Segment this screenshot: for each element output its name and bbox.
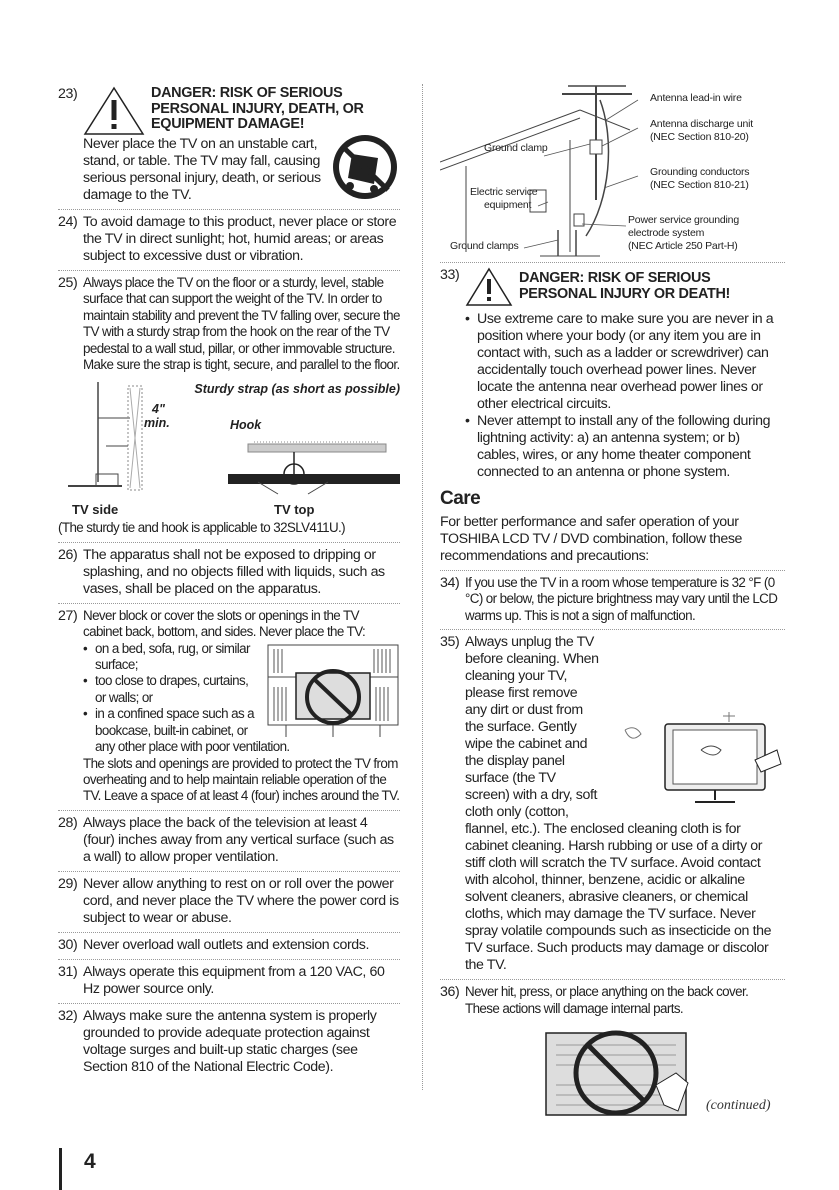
item-24 (58, 209, 400, 270)
item-number: 27) (58, 607, 78, 624)
list-item: • on a bed, sofa, rug, or similar surface; (83, 641, 400, 674)
list-item: • in a confined space such as a bookcase, built-in cabinet, or any other place with poor ventilation. (83, 706, 400, 755)
item-30 (58, 932, 400, 959)
item-number: 35) (440, 634, 460, 651)
item-number: 32) (58, 1007, 78, 1024)
grounding-conductors-label: Grounding conductors (650, 166, 750, 178)
item-35 (440, 629, 785, 979)
item-28 (58, 810, 400, 871)
item-number: 25) (58, 275, 78, 291)
item-text: Never allow anything to rest on or roll over the power cord, and never place the TV where the power cord is subject to wear or abuse. (83, 875, 399, 926)
item-34 (440, 570, 785, 629)
right-column (440, 80, 785, 1130)
item-number: 26) (58, 546, 78, 563)
tipping-cart-warning-icon (330, 132, 400, 202)
item-text: The apparatus shall not be exposed to dripping or splashing, and no objects filled with liquids, such as vases, shall be placed on the apparatus. (83, 546, 385, 597)
power-grounding-label: Power service grounding (628, 214, 739, 226)
danger-heading (465, 267, 785, 307)
tv-strap-diagram (58, 378, 400, 520)
power-grounding-label: electrode system (628, 227, 705, 239)
item-text: Never block or cover the slots or openings in the TV cabinet back, bottom, and sides. Never place the TV: (83, 607, 366, 640)
list-item: • Never attempt to install any of the following during lightning activity: a) an antenna system; or b) cables, wires, or any home theater component connected to an antenna or phone system. (465, 413, 785, 481)
item-number: 29) (58, 875, 78, 892)
antenna-figure (440, 80, 785, 262)
electric-service-label: equipment (484, 199, 532, 211)
item-text: Always place the TV on the floor or a sturdy, level, stable surface that can support the weight of the TV. In order to maintain stability and prevent the TV falling over, secure the TV with a sturdy strap from the hook on the rear of the TV pedestal to a wall stud, pillar, or other immovable structure. Make sure the strap is tight, secure, and parallel to the floor. (83, 275, 400, 373)
tv-top-label: TV top (274, 502, 315, 518)
hook-label: Hook (230, 418, 262, 433)
item-number: 31) (58, 963, 78, 980)
item-text: Never place the TV on an unstable cart, stand, or table. The TV may fall, causing serious personal injury, death, or serious damage to the TV. (83, 136, 321, 203)
item-25 (58, 270, 400, 378)
item-text: To avoid damage to this product, never place or store the TV in direct sunlight; hot, humid areas; or areas subject to excessive dust or vibration. (83, 214, 397, 264)
warning-triangle-icon (83, 86, 145, 136)
item-number: 28) (58, 814, 78, 831)
care-heading: Care (440, 488, 481, 509)
item-33 (440, 262, 785, 486)
power-grounding-article: (NEC Article 250 Part-H) (628, 240, 738, 252)
item-number: 30) (58, 936, 78, 953)
column-divider (422, 84, 423, 1090)
item-text: Never overload wall outlets and extension cords. (83, 936, 369, 953)
ground-clamps-label: Ground clamps (450, 240, 519, 252)
item-number: 36) (440, 984, 460, 1001)
item-23 (58, 84, 400, 209)
strap-figure (58, 378, 400, 520)
item-31 (58, 959, 400, 1003)
grounding-conductors-section: (NEC Section 810-21) (650, 179, 749, 191)
tv-side-label: TV side (72, 502, 119, 518)
antenna-discharge-section: (NEC Section 810-20) (650, 131, 749, 143)
item-29 (58, 871, 400, 932)
item-text: Always place the back of the television at least 4 (four) inches away from any vertical surface (such as a wall) to allow proper ventilation. (83, 814, 394, 865)
danger-heading (83, 86, 400, 136)
item-27 (58, 603, 400, 810)
left-column (58, 84, 400, 1081)
back-cover-warning-icon (536, 1025, 716, 1125)
strap-caption: Sturdy strap (as short as possible) (194, 382, 400, 397)
min-distance-label: 4" (152, 402, 165, 417)
list-item: • too close to drapes, curtains, or walls; or (83, 673, 400, 706)
item-text: If you use the TV in a room whose temperature is 32 °F (0 °C) or below, the picture brightness may vary until the LCD warms up. This is not a sign of malfunction. (465, 575, 778, 623)
item-text: Always make sure the antenna system is properly grounded to provide adequate protection against voltage surges and built-up static charges (see Section 810 of the National Electric Code). (83, 1007, 377, 1075)
item-number: 34) (440, 575, 460, 591)
item-text: Always unplug the TV before cleaning. When cleaning your TV, please first remove any dirt or dust from the surface. Gently wipe the cabinet and the display panel surface (the TV screen) with a dry, soft cloth only (cotton, flannel, etc.). The enclosed cleaning cloth is for cabinet cleaning. Harsh rubbing or use of a dirty or stiff cloth will scratch the TV surface. Avoid contact with alcohol, thinner, benzene, acidic or alkaline solvent cleaners, abrasive cleaners, or chemical cloths, which may damage the TV surface. Never spray volatile compounds such as insecticide on the TV surface. Such products may damage or discolor the TV. (465, 634, 772, 974)
page-number: 4 (84, 1150, 96, 1173)
item-26 (58, 542, 400, 603)
item-text: Never hit, press, or place anything on the back cover. These actions will damage internal parts. (465, 984, 749, 1016)
cleaning-tv-icon (605, 710, 785, 810)
danger-bullets (465, 311, 785, 481)
item-number: 33) (440, 267, 460, 283)
strap-note: (The sturdy tie and hook is applicable to 32SLV411U.) (58, 520, 346, 536)
item-32 (58, 1003, 400, 1081)
item-text: Always operate this equipment from a 120 VAC, 60 Hz power source only. (83, 963, 385, 997)
antenna-discharge-label: Antenna discharge unit (650, 118, 754, 130)
placement-bullets (83, 641, 400, 756)
care-intro: For better performance and safer operation of your TOSHIBA LCD TV / DVD combination, follow these recommendations and precautions: (440, 514, 743, 564)
danger-title: DANGER: RISK OF SERIOUS PERSONAL INJURY OR DEATH! (519, 270, 731, 302)
page-number-bar (59, 1148, 62, 1190)
item-number: 23) (58, 86, 78, 102)
warning-triangle-icon (465, 267, 513, 307)
electric-service-label: Electric service (470, 186, 538, 198)
item-number: 24) (58, 214, 78, 230)
min-distance-label: min. (144, 416, 170, 431)
item-text: The slots and openings are provided to protect the TV from overheating and to help maintain reliable operation of the TV. Leave a space of at least 4 (four) inches around the TV. (83, 755, 400, 804)
ground-clamp-label: Ground clamp (484, 142, 548, 154)
antenna-lead-in-label: Antenna lead-in wire (650, 92, 742, 104)
list-item: • Use extreme care to make sure you are never in a position where your body (or any item you are in contact with, such as a ladder or screwdriver) can accidentally touch overhead power lines. Never locate the antenna near overhead power lines or other electrical circuits. (465, 311, 785, 413)
continued-note: (continued) (706, 1098, 771, 1113)
danger-title: DANGER: RISK OF SERIOUS PERSONAL INJURY, DEATH, OR EQUIPMENT DAMAGE! (151, 85, 364, 132)
